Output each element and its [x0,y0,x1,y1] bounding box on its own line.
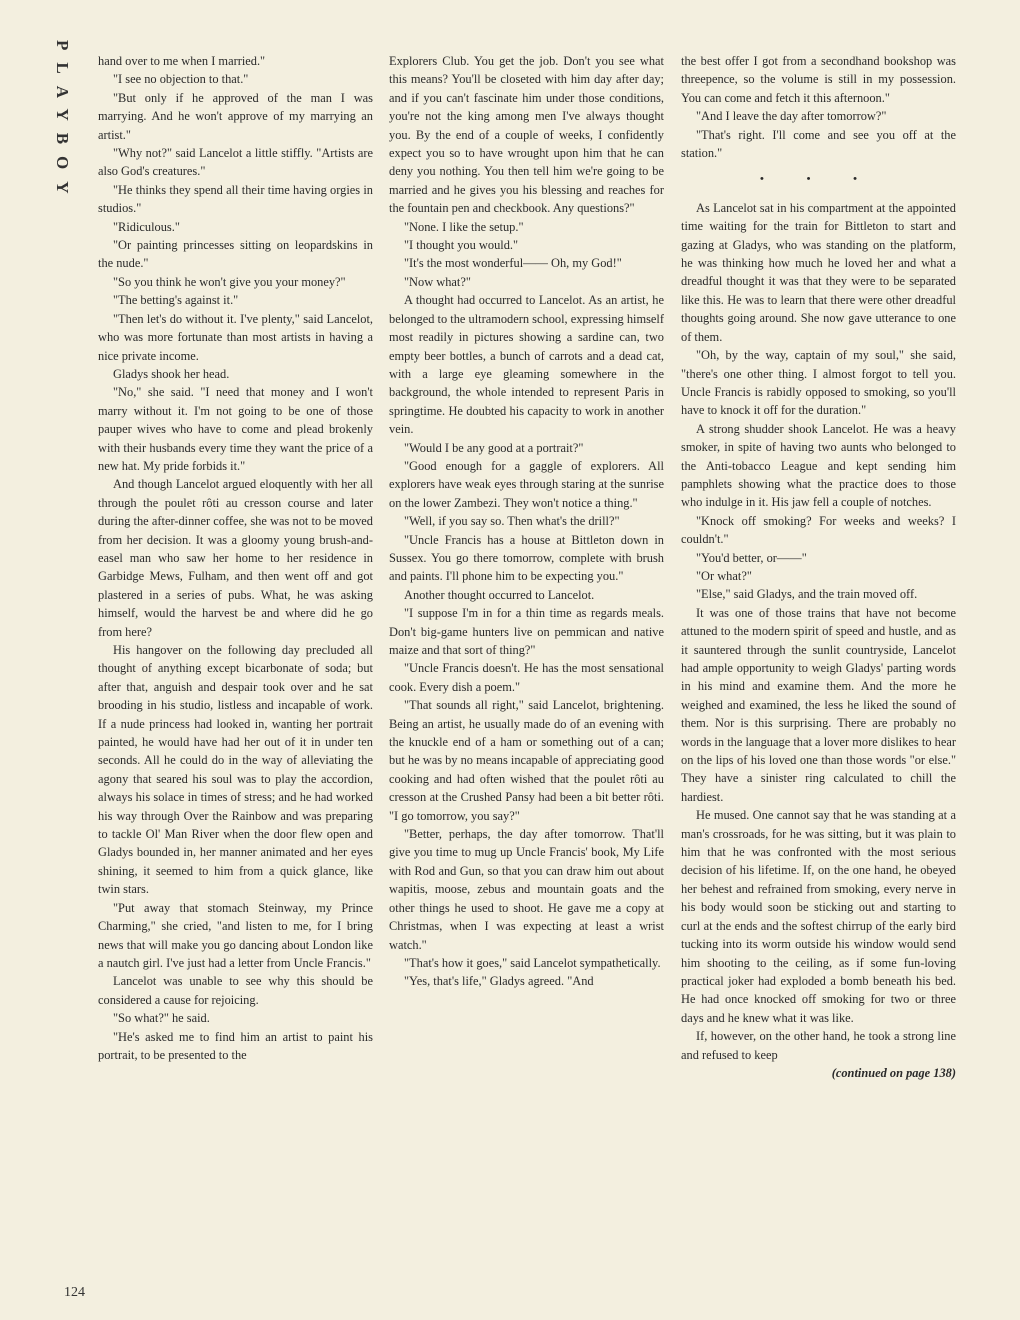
paragraph: It was one of those trains that have not become attuned to the modern spirit of speed and hustle, and as it sauntered through the sunlit countryside, Lancelot had ample opportunity to weigh Gladys' parting words in his mind and examine them. And the more he weighed and examined, the less he liked the sound of them. Nor is this surprising. There are probably no words in the language that a lover more dislikes to hear on the lips of his loved one than those words "or else." They have a sinister ring calculated to chill the hardiest. [681,605,956,804]
paragraph: If, however, on the other hand, he took a strong line and refused to keep [681,1029,956,1062]
continued-note: (continued on page 138) [831,1065,956,1080]
paragraph: "And I leave the day after tomorrow?" [696,109,887,124]
paragraph: "Well, if you say so. Then what's the drill?" [404,514,620,529]
paragraph: A strong shudder shook Lancelot. He was a heavy smoker, in spite of having two aunts who belonged to the Anti-tobacco League and kept sending him pamphlets showing what the practice does to those who indulge in it. His jaw fell a couple of notches. [681,421,956,510]
magazine-masthead: PLAYBOY [53,40,72,206]
paragraph: "I suppose I'm in for a thin time as regards meals. Don't big-game hunters live on pemmican and native maize and that sort of thing?" [389,606,664,657]
paragraph: "Or what?" [696,568,752,583]
paragraph: Gladys shook her head. [113,366,230,381]
paragraph: "Uncle Francis doesn't. He has the most sensational cook. Every dish a poem." [389,661,664,694]
paragraph: "He thinks they spend all their time having orgies in studios." [98,182,373,216]
paragraph: the best offer I got from a secondhand bookshop was threepence, so the volume is still in my possession. You can come and fetch it this afternoon." [681,54,956,105]
paragraph: "Else," said Gladys, and the train moved off. [696,587,918,602]
column-2 [389,52,664,1302]
paragraph: "That sounds all right," said Lancelot, brightening. Being an artist, he usually made do of an evening with the knuckle end of a ham or something out of a can; but he was by no means incapable of appreciating good cooking and had often wished that the poulet rôti au cresson at the Crushed Pansy had been a bit better rôti. "I go tomorrow, you say?" [389,698,664,823]
paragraph: "Now what?" [404,274,471,289]
paragraph: "The betting's against it." [113,293,239,308]
paragraph: "He's asked me to find him an artist to paint his portrait, to be presented to the [98,1029,373,1062]
paragraph: "That's how it goes," said Lancelot sympathetically. [404,955,661,970]
paragraph: Explorers Club. You get the job. Don't you see what this means? You'll be closeted with him day after day; and if you can't fascinate him under those conditions, you're not the king among men I've always thought you. By the end of a couple of weeks, I confidently expect you so to have wrought upon him that he can deny you nothing. You then tell him we're going to be married and he gives you his blessing and reaches for the fountain pen and checkbook. Any questions?" [389,54,664,216]
paragraph: "Better, perhaps, the day after tomorrow. That'll give you time to mug up Uncle Francis' book, My Life with Rod and Gun, so that you can draw him out about wapitis, moose, zebus and mountain goats and the other things he used to shoot. He gave me a copy at Christmas, when I was expecting at least a wrist watch." [389,827,664,952]
paragraph: "Oh, by the way, captain of my soul," she said, "there's one other thing. I almost forgot to tell you. Uncle Francis is rabidly opposed to smoking, so you'll have to knock it off for the duration." [681,348,956,418]
paragraph: And though Lancelot argued eloquently with her all through the poulet rôti au cresson course and later during the after-dinner coffee, she was not to be moved from her decision. It was a gloomy young brush-and-easel man who saw her home to her residence in Garbidge Mews, Fulham, and then went off and got plastered in a series of pubs. What, he was asking himself, would the harvest be and where did he go from here? [98,477,373,639]
paragraph: "It's the most wonderful—— Oh, my God!" [404,256,622,271]
paragraph: "Why not?" said Lancelot a little stiffly. "Artists are also God's creatures." [98,146,373,179]
paragraph: "Then let's do without it. I've plenty," said Lancelot, who was more fortunate than most artists in having a nice private income. [98,311,373,363]
paragraph: Another thought occurred to Lancelot. [404,587,595,602]
paragraph: "No," she said. "I need that money and I won't marry without it. I'm not going to be one of those pauper wives who have to come and plead brokenly with their husbands every time they want the price of a new hat. My pride forbids it." [98,385,373,473]
column-1 [98,52,373,1302]
paragraph: "I see no objection to that." [113,72,249,87]
column-3 [681,52,956,1302]
paragraph: "Knock off smoking? For weeks and weeks? I couldn't." [681,513,956,547]
paragraph: "Uncle Francis has a house at Bittleton down in Sussex. You go there tomorrow, complete with brush and paints. I'll phone him to be expecting you." [389,532,664,584]
paragraph: "None. I like the setup." [404,219,524,234]
paragraph: "So what?" he said. [113,1011,210,1026]
paragraph: "Put away that stomach Steinway, my Prince Charming," she cried, "and listen to me, for I bring news that will make you go dancing about London like a nautch girl. I've just had a letter from Uncle Francis." [98,900,373,970]
paragraph: "I thought you would." [404,238,519,253]
paragraph: "Would I be any good at a portrait?" [404,440,584,455]
page-number: 124 [64,1285,85,1300]
paragraph: "But only if he approved of the man I was marrying. And he won't approve of my marrying an artist." [98,90,373,142]
paragraph: A thought had occurred to Lancelot. As an artist, he belonged to the ultramodern school, expressing himself most readily in pictures showing a sardine can, two empty beer bottles, a bunch of carrots and a dead cat, with a large eye gleaming somewhere in the background, the whole intended to represent Paris in springtime. He doubted his capacity to work in another vein. [389,293,664,437]
section-separator: • • • [759,173,878,186]
paragraph: "That's right. I'll come and see you off at the station." [681,127,956,161]
paragraph: He mused. One cannot say that he was standing at a man's crossroads, for he was sitting, but it was plain to him that he was confronted with the most serious decision of his lifetime. If, on the one hand, he obeyed her behest and refrained from smoking, every nerve in his body would soon be sticking out and starting to curl at the ends and the softest chirrup of the early bird tucking into its worm outside his window would send him shooting to the ceiling, as if some fun-loving practical joker had exploded a bomb beneath his bed. He had once knocked off smoking for two or three days and he knew what it was like. [681,808,956,1025]
paragraph: Lancelot was unable to see why this should be considered a cause for rejoicing. [98,974,373,1007]
paragraph: As Lancelot sat in his compartment at the appointed time waiting for the train for Bittleton to start and gazing at Gladys, who was standing on the platform, he was thinking how much he loved her and what a dreadful thought it was that they were to be separated like this. He was to learn that there were other dreadful thoughts going around. She now gave utterance to one of them. [681,200,956,344]
paragraph: "Good enough for a gaggle of explorers. All explorers have weak eyes through staring at the sunrise on the lower Zambezi. They won't notice a thing." [389,458,664,510]
article-body [98,52,956,1302]
paragraph: "You'd better, or——" [696,550,807,565]
paragraph: "So you think he won't give you your money?" [113,274,346,289]
paragraph: "Yes, that's life," Gladys agreed. "And [404,974,594,989]
paragraph: His hangover on the following day precluded all thought of anything except bicarbonate of soda; but after that, anguish and despair took over and he sat brooding in his studio, listless and incapable of work. If a nude princess had looked in, wanting her portrait painted, he would have had her out of it in under ten seconds. All he could do in the way of alleviating the agony that seared his soul was to play the accordion, always his solace in times of stress; and he had worked his way through Over the Rainbow and was preparing to tackle Ol' Man River when the door flew open and Gladys bounded in, her manner animated and her eyes shining, it seemed to him from a quick glance, like twin stars. [98,643,373,897]
paragraph: "Ridiculous." [113,219,180,234]
paragraph: hand over to me when I married." [98,54,266,68]
paragraph: "Or painting princesses sitting on leopardskins in the nude." [98,238,373,271]
